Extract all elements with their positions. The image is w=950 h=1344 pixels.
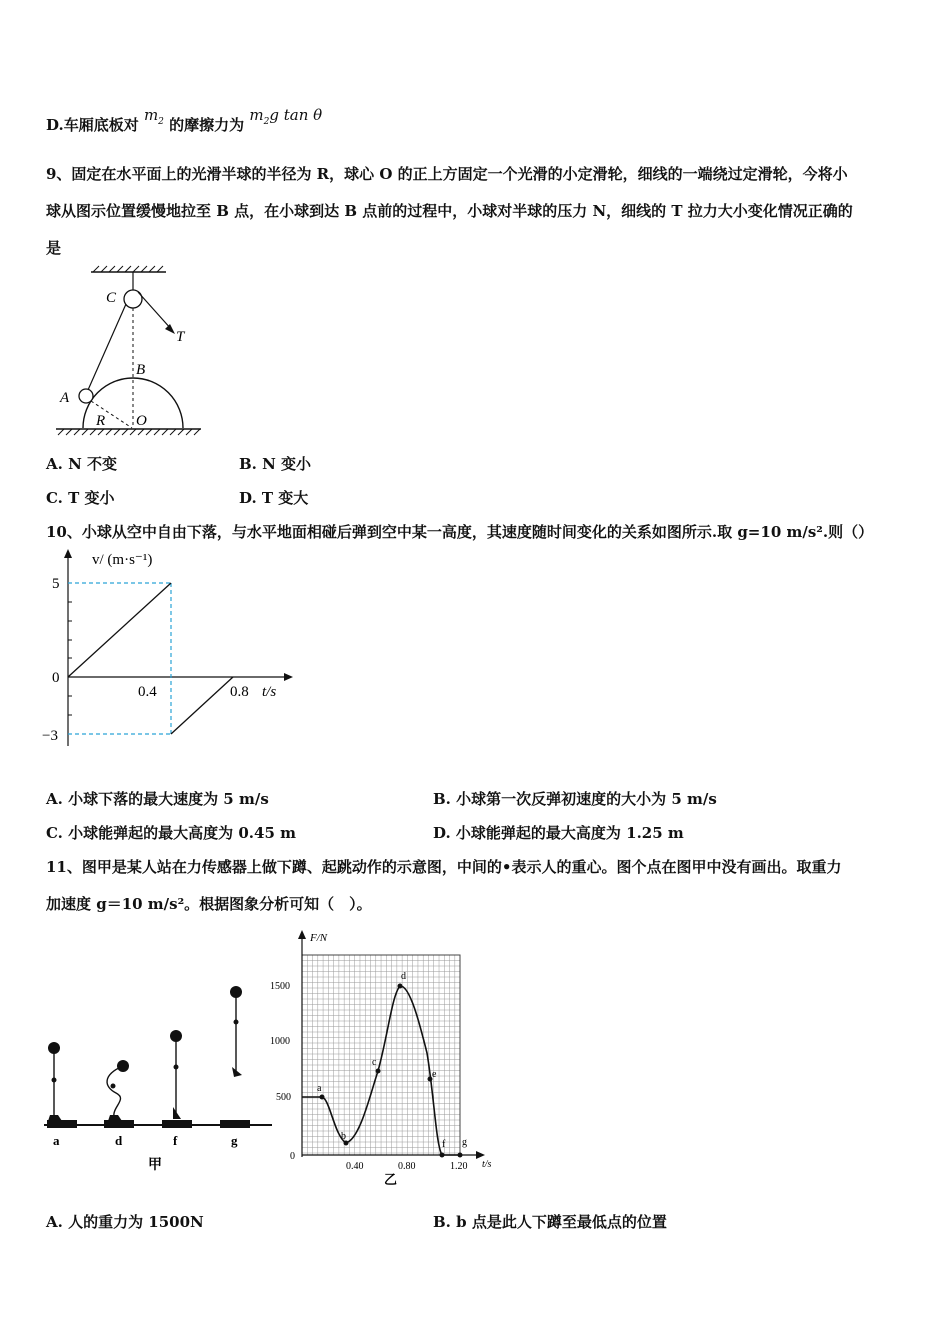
- q11-jia-plate-f: [162, 1120, 192, 1128]
- q11-figure-yi: [270, 925, 505, 1187]
- q9-ball-a: [79, 389, 93, 403]
- q9-arrow-t: [165, 324, 175, 334]
- q11-option-b[interactable]: B. b 点是此人下蹲至最低点的位置: [433, 1213, 667, 1231]
- q11-yi-x-label: t/s: [482, 1159, 492, 1170]
- q11-yi-y-label: F/N: [310, 932, 328, 944]
- q11-yi-point-d: d: [401, 971, 406, 982]
- q11-yi-ytick-0: 0: [290, 1151, 295, 1162]
- q8-option-d: [46, 106, 323, 137]
- q11-yi-caption: 乙: [384, 1172, 398, 1187]
- q11-yi-ytick-1500: 1500: [270, 981, 290, 992]
- q11-yi-ytick-1000: 1000: [270, 1036, 290, 1047]
- q8-option-d-mid: 的摩擦力为: [169, 116, 245, 134]
- q9-label-t: T: [176, 329, 185, 345]
- q11-jia-plate-a: [47, 1120, 77, 1128]
- q11-yi-xtick-120: 1.20: [450, 1161, 468, 1172]
- q9-option-b[interactable]: B. N 变小: [239, 455, 312, 473]
- q11-yi-xtick-080: 0.80: [398, 1161, 416, 1172]
- q11-yi-point-e: e: [432, 1069, 437, 1080]
- q10-ytick-m3: −3: [42, 728, 58, 744]
- q9-label-b: B: [136, 362, 146, 378]
- q10-xtick-04: 0.4: [138, 684, 157, 700]
- q11-jia-person-f: [170, 1030, 182, 1119]
- q9-text-line-2: 球从图示位置缓慢地拉至 B 点，在小球到达 B 点前的过程中，小球对半球的压力 N，细线的 T 拉力大小变化情况正确的: [46, 202, 853, 220]
- q10-y-arrow: [64, 549, 72, 558]
- q9-option-c[interactable]: C. T 变小: [46, 489, 115, 507]
- q11-yi-x-arrow: [476, 1151, 485, 1159]
- q11-yi-xtick-040: 0.40: [346, 1161, 364, 1172]
- q11-yi-y-arrow: [298, 930, 306, 939]
- q11-text-line-1: 11、图甲是某人站在力传感器上做下蹲、起跳动作的示意图，中间的•表示人的重心。图个点在图甲中没有画出。取重力: [46, 858, 842, 876]
- q10-rebound-line: [171, 677, 233, 734]
- q9-label-a: A: [60, 390, 70, 406]
- q10-text-line-1: 10、小球从空中自由下落，与水平地面相碰后弹到空中某一高度，其速度随时间变化的关系如图所示.取 g=10 m/s².则（）: [46, 523, 874, 541]
- q11-jia-person-d: [107, 1060, 129, 1121]
- q11-yi-point-f: f: [442, 1139, 446, 1150]
- q9-label-o: O: [136, 413, 147, 429]
- q9-option-a[interactable]: A. N 不变: [46, 455, 118, 473]
- q8-option-d-label: D.车厢底板对: [46, 116, 139, 134]
- q11-yi-point-c: c: [372, 1057, 377, 1068]
- q9-text-line-3: 是: [46, 239, 62, 257]
- q10-guides: [68, 583, 171, 734]
- q10-fall-line: [68, 583, 171, 677]
- q8-m2: $m_2$: [143, 106, 164, 127]
- q11-option-a[interactable]: A. 人的重力为 1500N: [46, 1213, 204, 1231]
- q10-vt-graph: [40, 546, 300, 756]
- q10-y-label: v/ (m·s⁻¹): [92, 552, 153, 568]
- q11-jia-caption: 甲: [148, 1158, 162, 1173]
- q10-x-arrow: [284, 673, 293, 681]
- q10-option-a[interactable]: A. 小球下落的最大速度为 5 m/s: [46, 790, 269, 808]
- q9-label-c: C: [106, 290, 117, 306]
- q10-option-c[interactable]: C. 小球能弹起的最大高度为 0.45 m: [46, 824, 296, 842]
- q11-jia-plate-g: [220, 1120, 250, 1128]
- q9-label-r: R: [96, 413, 106, 429]
- q8-expression: $m_2g$ tan θ: [249, 106, 323, 127]
- q10-ytick-5: 5: [52, 576, 60, 592]
- q9-text-line-1: 9、固定在水平面上的光滑半球的半径为 R，球心 O 的正上方固定一个光滑的小定滑轮，细线的一端绕过定滑轮，今将小: [46, 165, 848, 183]
- q11-jia-label-g: g: [231, 1133, 238, 1148]
- q11-jia-label-d: d: [115, 1133, 123, 1148]
- q10-option-b[interactable]: B. 小球第一次反弹初速度的大小为 5 m/s: [433, 790, 717, 808]
- q11-yi-ytick-500: 500: [276, 1092, 291, 1103]
- q11-jia-plate-d: [104, 1120, 134, 1128]
- q9-option-d[interactable]: D. T 变大: [239, 489, 309, 507]
- q11-figure-jia: [42, 975, 277, 1175]
- q9-ground-hatch: [58, 429, 200, 435]
- q10-x-label: t/s: [262, 684, 277, 700]
- q11-jia-person-a: [48, 1042, 62, 1121]
- q11-yi-point-g: g: [462, 1137, 467, 1148]
- q11-jia-label-a: a: [53, 1133, 60, 1148]
- q9-string-t: [138, 292, 172, 330]
- q11-jia-label-f: f: [173, 1133, 178, 1148]
- q11-text-line-2: 加速度 g＝10 m/s²。根据图象分析可知（ ）。: [46, 895, 372, 913]
- q11-jia-person-g: [230, 986, 242, 1077]
- q10-option-d[interactable]: D. 小球能弹起的最大高度为 1.25 m: [433, 824, 684, 842]
- q9-ceiling-hatch: [93, 266, 163, 272]
- q11-yi-point-a: a: [317, 1083, 322, 1094]
- q10-ytick-0: 0: [52, 670, 60, 686]
- q9-string-a: [88, 304, 126, 390]
- q9-figure: [46, 262, 206, 437]
- q10-xtick-08: 0.8: [230, 684, 249, 700]
- q11-yi-point-b: b: [341, 1131, 346, 1142]
